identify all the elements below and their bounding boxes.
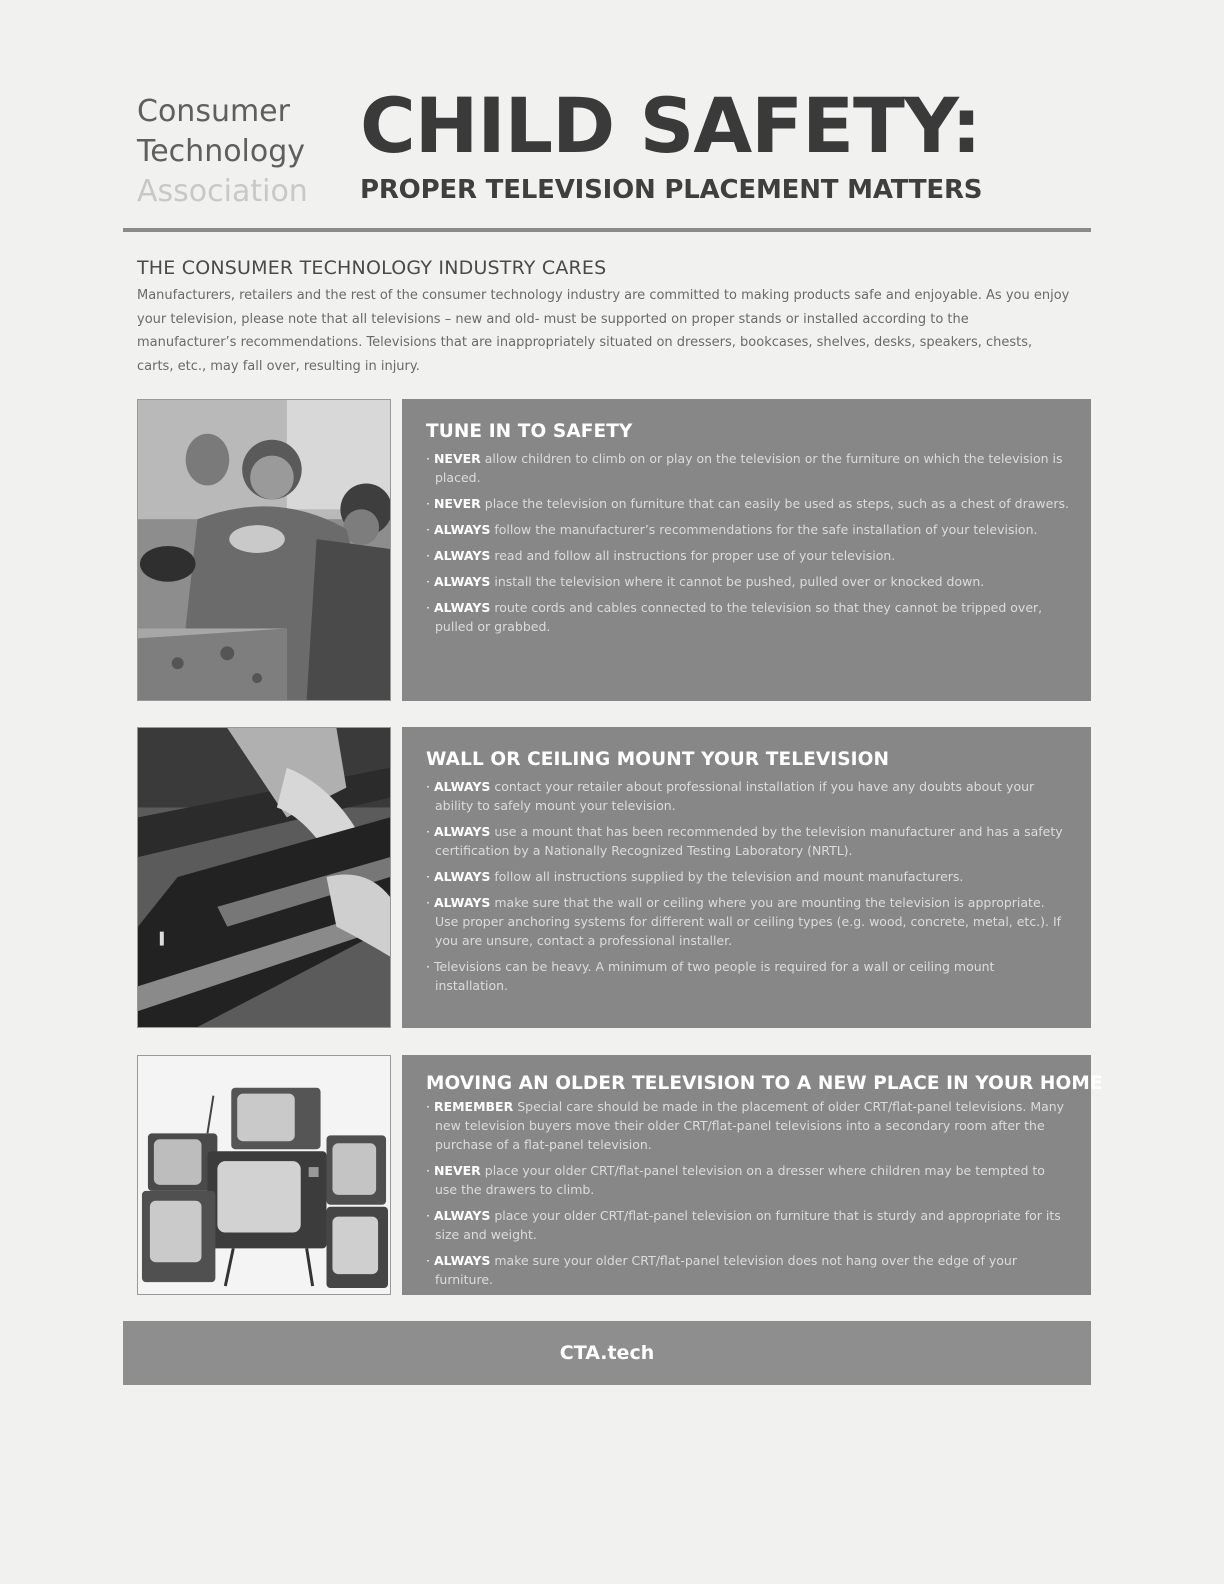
item-text: make sure that the wall or ceiling where you are mounting the television is appropriate. Use proper anchoring systems for different wall or ceiling types (e.g. wood, concrete, metal, etc.). If you are unsure, contact a professional installer. bbox=[435, 895, 1062, 948]
safety-item bbox=[426, 449, 1071, 487]
family-watching-tv-photo bbox=[137, 399, 391, 701]
safety-item bbox=[426, 893, 1071, 950]
item-keyword: ALWAYS bbox=[433, 869, 491, 884]
item-keyword: ALWAYS bbox=[433, 895, 491, 910]
stacked-old-tvs-photo bbox=[137, 1055, 391, 1295]
bullet-icon: · bbox=[426, 1208, 434, 1223]
item-keyword: ALWAYS bbox=[433, 522, 491, 537]
intro-paragraph: Manufacturers, retailers and the rest of the consumer technology industry are committed to making products safe and enjoyable. As you enjoy your television, please note that all televisions – new and old- must be supported on proper stands or installed according to the manufacturer’s recommendations. Televisions that are inappropriately situated on dressers, bookcases, shelves, desks, speakers, chests, carts, etc., may fall over, resulting in injury. bbox=[137, 288, 1070, 374]
bullet-icon: · bbox=[426, 869, 434, 884]
cta-logo bbox=[137, 92, 308, 212]
safety-item bbox=[426, 598, 1071, 636]
footer-link-bar bbox=[123, 1321, 1091, 1385]
bullet-icon: · bbox=[426, 522, 434, 537]
bullet-icon: · bbox=[426, 574, 434, 589]
item-text: Special care should be made in the placement of older CRT/flat-panel televisions. Many new television buyers move their older CRT/flat-panel televisions into a secondary room after the purchase of a flat-panel television. bbox=[435, 1099, 1065, 1152]
bullet-icon: · bbox=[426, 1163, 434, 1178]
safety-item bbox=[426, 546, 1071, 565]
item-keyword: ALWAYS bbox=[433, 824, 491, 839]
logo-line-2: Technology bbox=[137, 134, 306, 169]
bullet-icon: · bbox=[426, 1253, 434, 1268]
item-keyword: NEVER bbox=[433, 496, 481, 511]
safety-item bbox=[426, 494, 1071, 513]
item-text: use a mount that has been recommended by the television manufacturer and has a safety certification by a Nationally Recognized Testing Laboratory (NRTL). bbox=[435, 824, 1063, 858]
safety-item bbox=[426, 822, 1071, 860]
safety-item bbox=[426, 957, 1071, 995]
bullet-icon: · bbox=[426, 496, 434, 511]
mounting-tv-photo bbox=[137, 727, 391, 1028]
bullet-icon: · bbox=[426, 959, 434, 974]
safety-list bbox=[426, 449, 1071, 636]
safety-item bbox=[426, 520, 1071, 539]
item-keyword: NEVER bbox=[433, 1163, 481, 1178]
safety-list bbox=[426, 777, 1071, 995]
logo-line-3: Association bbox=[137, 174, 308, 209]
website-link[interactable]: CTA.tech bbox=[559, 1342, 655, 1364]
item-keyword: NEVER bbox=[433, 451, 481, 466]
item-keyword: ALWAYS bbox=[433, 1253, 491, 1268]
safety-item bbox=[426, 1161, 1071, 1199]
bullet-icon: · bbox=[426, 895, 434, 910]
header-divider bbox=[123, 228, 1091, 232]
item-text: install the television where it cannot be pushed, pulled over or knocked down. bbox=[490, 574, 985, 589]
bullet-icon: · bbox=[426, 600, 434, 615]
safety-item bbox=[426, 1206, 1071, 1244]
section-heading: MOVING AN OLDER TELEVISION TO A NEW PLACE IN YOUR HOME bbox=[426, 1073, 1103, 1094]
item-text: place your older CRT/flat-panel television on a dresser where children may be tempted to use the drawers to climb. bbox=[435, 1163, 1045, 1197]
section-heading: TUNE IN TO SAFETY bbox=[426, 421, 633, 442]
item-text: route cords and cables connected to the television so that they cannot be tripped over, pulled or grabbed. bbox=[435, 600, 1043, 634]
page-title: CHILD SAFETY: bbox=[360, 81, 981, 170]
item-text: follow the manufacturer’s recommendations for the safe installation of your television. bbox=[490, 522, 1038, 537]
item-keyword: REMEMBER bbox=[433, 1099, 514, 1114]
item-text: allow children to climb on or play on the television or the furniture on which the television is placed. bbox=[435, 451, 1063, 485]
item-text: make sure your older CRT/flat-panel television does not hang over the edge of your furniture. bbox=[435, 1253, 1017, 1287]
page-subtitle: PROPER TELEVISION PLACEMENT MATTERS bbox=[360, 175, 983, 205]
moving-older-tv-panel bbox=[402, 1055, 1103, 1295]
item-text: follow all instructions supplied by the television and mount manufacturers. bbox=[490, 869, 964, 884]
item-text: place your older CRT/flat-panel television on furniture that is sturdy and appropriate for its size and weight. bbox=[435, 1208, 1061, 1242]
item-text: read and follow all instructions for proper use of your television. bbox=[490, 548, 896, 563]
bullet-icon: · bbox=[426, 451, 434, 466]
safety-item bbox=[426, 572, 1071, 591]
bullet-icon: · bbox=[426, 1099, 434, 1114]
intro-heading: THE CONSUMER TECHNOLOGY INDUSTRY CARES bbox=[137, 257, 607, 279]
item-keyword: ALWAYS bbox=[433, 548, 491, 563]
item-keyword: ALWAYS bbox=[433, 574, 491, 589]
bullet-icon: · bbox=[426, 824, 434, 839]
item-text: place the television on furniture that can easily be used as steps, such as a chest of drawers. bbox=[480, 496, 1069, 511]
safety-item bbox=[426, 777, 1071, 815]
tune-in-to-safety-panel bbox=[402, 399, 1091, 701]
safety-list bbox=[426, 1097, 1071, 1289]
wall-ceiling-mount-panel bbox=[402, 727, 1091, 1028]
item-text: Televisions can be heavy. A minimum of two people is required for a wall or ceiling mount installation. bbox=[433, 959, 995, 993]
item-keyword: ALWAYS bbox=[433, 1208, 491, 1223]
bullet-icon: · bbox=[426, 548, 434, 563]
item-text: contact your retailer about professional installation if you have any doubts about your ability to safely mount your television. bbox=[435, 779, 1035, 813]
item-keyword: ALWAYS bbox=[433, 600, 491, 615]
safety-item bbox=[426, 1097, 1071, 1154]
safety-item bbox=[426, 1251, 1071, 1289]
item-keyword: ALWAYS bbox=[433, 779, 491, 794]
safety-item bbox=[426, 867, 1071, 886]
section-heading: WALL OR CEILING MOUNT YOUR TELEVISION bbox=[426, 749, 890, 770]
logo-line-1: Consumer bbox=[137, 94, 290, 129]
bullet-icon: · bbox=[426, 779, 434, 794]
